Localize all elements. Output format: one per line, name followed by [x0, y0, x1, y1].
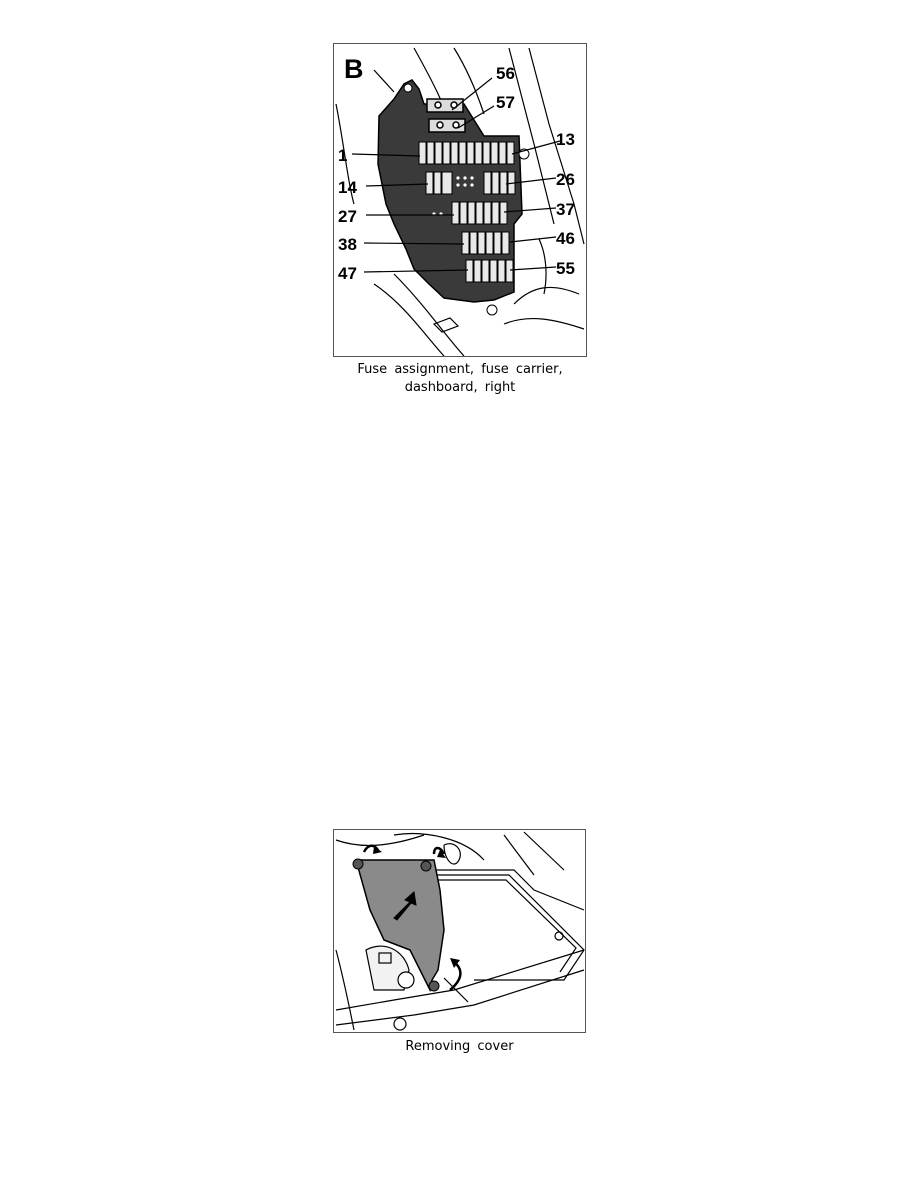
callout-14: 14	[338, 178, 357, 197]
fuse-carrier-illustration	[333, 43, 587, 357]
removing-cover-drawing	[334, 830, 585, 1032]
callout-46: 46	[556, 229, 575, 248]
callout-27: 27	[338, 207, 357, 226]
callout-55: 55	[556, 259, 575, 278]
callout-37: 37	[556, 200, 575, 219]
callout-47: 47	[338, 264, 357, 283]
callout-1: 1	[338, 146, 348, 165]
figure1-caption	[333, 361, 587, 397]
figure2-caption: Removing cover	[405, 1039, 514, 1054]
fuse-carrier-drawing	[334, 44, 586, 356]
removing-cover-illustration	[333, 829, 586, 1033]
callout-26: 26	[556, 170, 575, 189]
caption-line-1: Fuse assignment, fuse carrier,	[357, 362, 563, 377]
callout-56: 56	[496, 64, 515, 83]
callout-57: 57	[496, 93, 515, 112]
caption-line-2: dashboard, right	[404, 380, 516, 395]
callout-13: 13	[556, 130, 575, 149]
callout-38: 38	[338, 235, 357, 254]
panel-letter: B	[344, 54, 364, 84]
